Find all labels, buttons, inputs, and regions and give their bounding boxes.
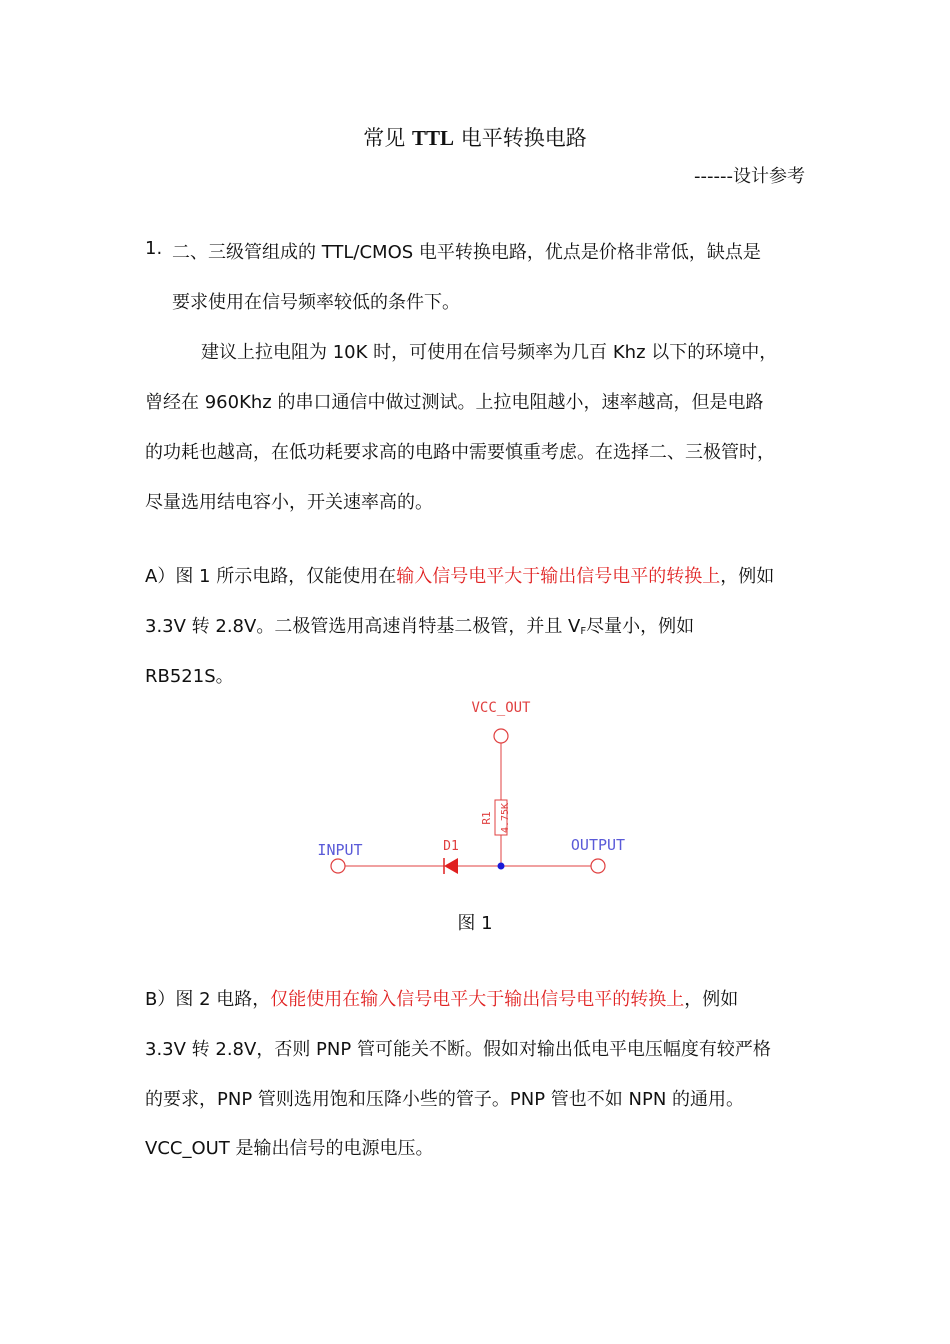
section1-para-line: 尽量选用结电容小，开关速率高的。: [145, 492, 433, 513]
diode-ref-label: D1: [443, 839, 459, 854]
input-terminal: [331, 859, 345, 873]
input-label: INPUT: [317, 841, 363, 859]
vcc-out-label: VCC_OUT: [471, 700, 531, 716]
figure1-caption: 图 1: [457, 913, 493, 934]
section1-line1: 二、三级管组成的 TTL/CMOS 电平转换电路，优点是价格非常低，缺点是: [172, 242, 761, 263]
section1-para-line: 曾经在 960Khz 的串口通信中做过测试。上拉电阻越小，速率越高，但是电路: [145, 392, 764, 413]
partB-line2: 3.3V 转 2.8V，否则 PNP 管可能关不断。假如对输出低电平电压幅度有较严格: [145, 1039, 771, 1060]
partA-highlight: 输入信号电平大于输出信号电平的转换上: [396, 566, 721, 587]
partB-highlight: 仅能使用在输入信号电平大于输出信号电平的转换上: [270, 989, 685, 1010]
partB-line1: [145, 985, 738, 1011]
partB-line4: VCC_OUT 是输出信号的电源电压。: [145, 1138, 434, 1159]
partA-line1-before: A）图 1 所示电路，仅能使用在: [145, 566, 397, 587]
partB-line1-after: ，例如: [684, 989, 739, 1010]
partA-line3: RB521S。: [145, 666, 234, 687]
section1-para-line: 建议上拉电阻为 10K 时，可使用在信号频率为几百 Khz 以下的环境中，: [201, 342, 778, 363]
section1-line2: 要求使用在信号频率较低的条件下。: [172, 292, 460, 313]
junction-dot: [498, 863, 505, 870]
vcc-out-terminal: [494, 729, 508, 743]
output-terminal: [591, 859, 605, 873]
vf-subscript: F: [580, 626, 587, 637]
partA-line2-before: 3.3V 转 2.8V。二极管选用高速肖特基二极管，并且 V: [145, 616, 581, 637]
partA-line2: [145, 612, 694, 638]
page-title: [0, 122, 950, 152]
partA-line1: [145, 562, 774, 588]
partA-line2-after: 尽量小，例如: [586, 616, 695, 637]
title-prefix: 常见: [363, 126, 412, 150]
partB-line1-before: B）图 2 电路，: [145, 989, 271, 1010]
resistor-value-label: 4.75K: [500, 802, 511, 834]
title-bold: TTL: [411, 126, 455, 150]
title-suffix: 电平转换电路: [454, 126, 587, 150]
diode-d1: [444, 858, 458, 874]
section1-para-line: 的功耗也越高，在低功耗要求高的电路中需要慎重考虑。在选择二、三极管时，: [145, 442, 775, 463]
section1-number: 1.: [145, 238, 163, 259]
page-subtitle: ------设计参考: [694, 166, 805, 187]
partA-line1-after: ，例如: [720, 566, 775, 587]
output-label: OUTPUT: [570, 836, 626, 854]
resistor-ref-label: R1: [480, 811, 493, 825]
partB-line3: 的要求，PNP 管则选用饱和压降小些的管子。PNP 管也不如 NPN 的通用。: [145, 1089, 745, 1110]
figure1-schematic: [300, 690, 660, 890]
